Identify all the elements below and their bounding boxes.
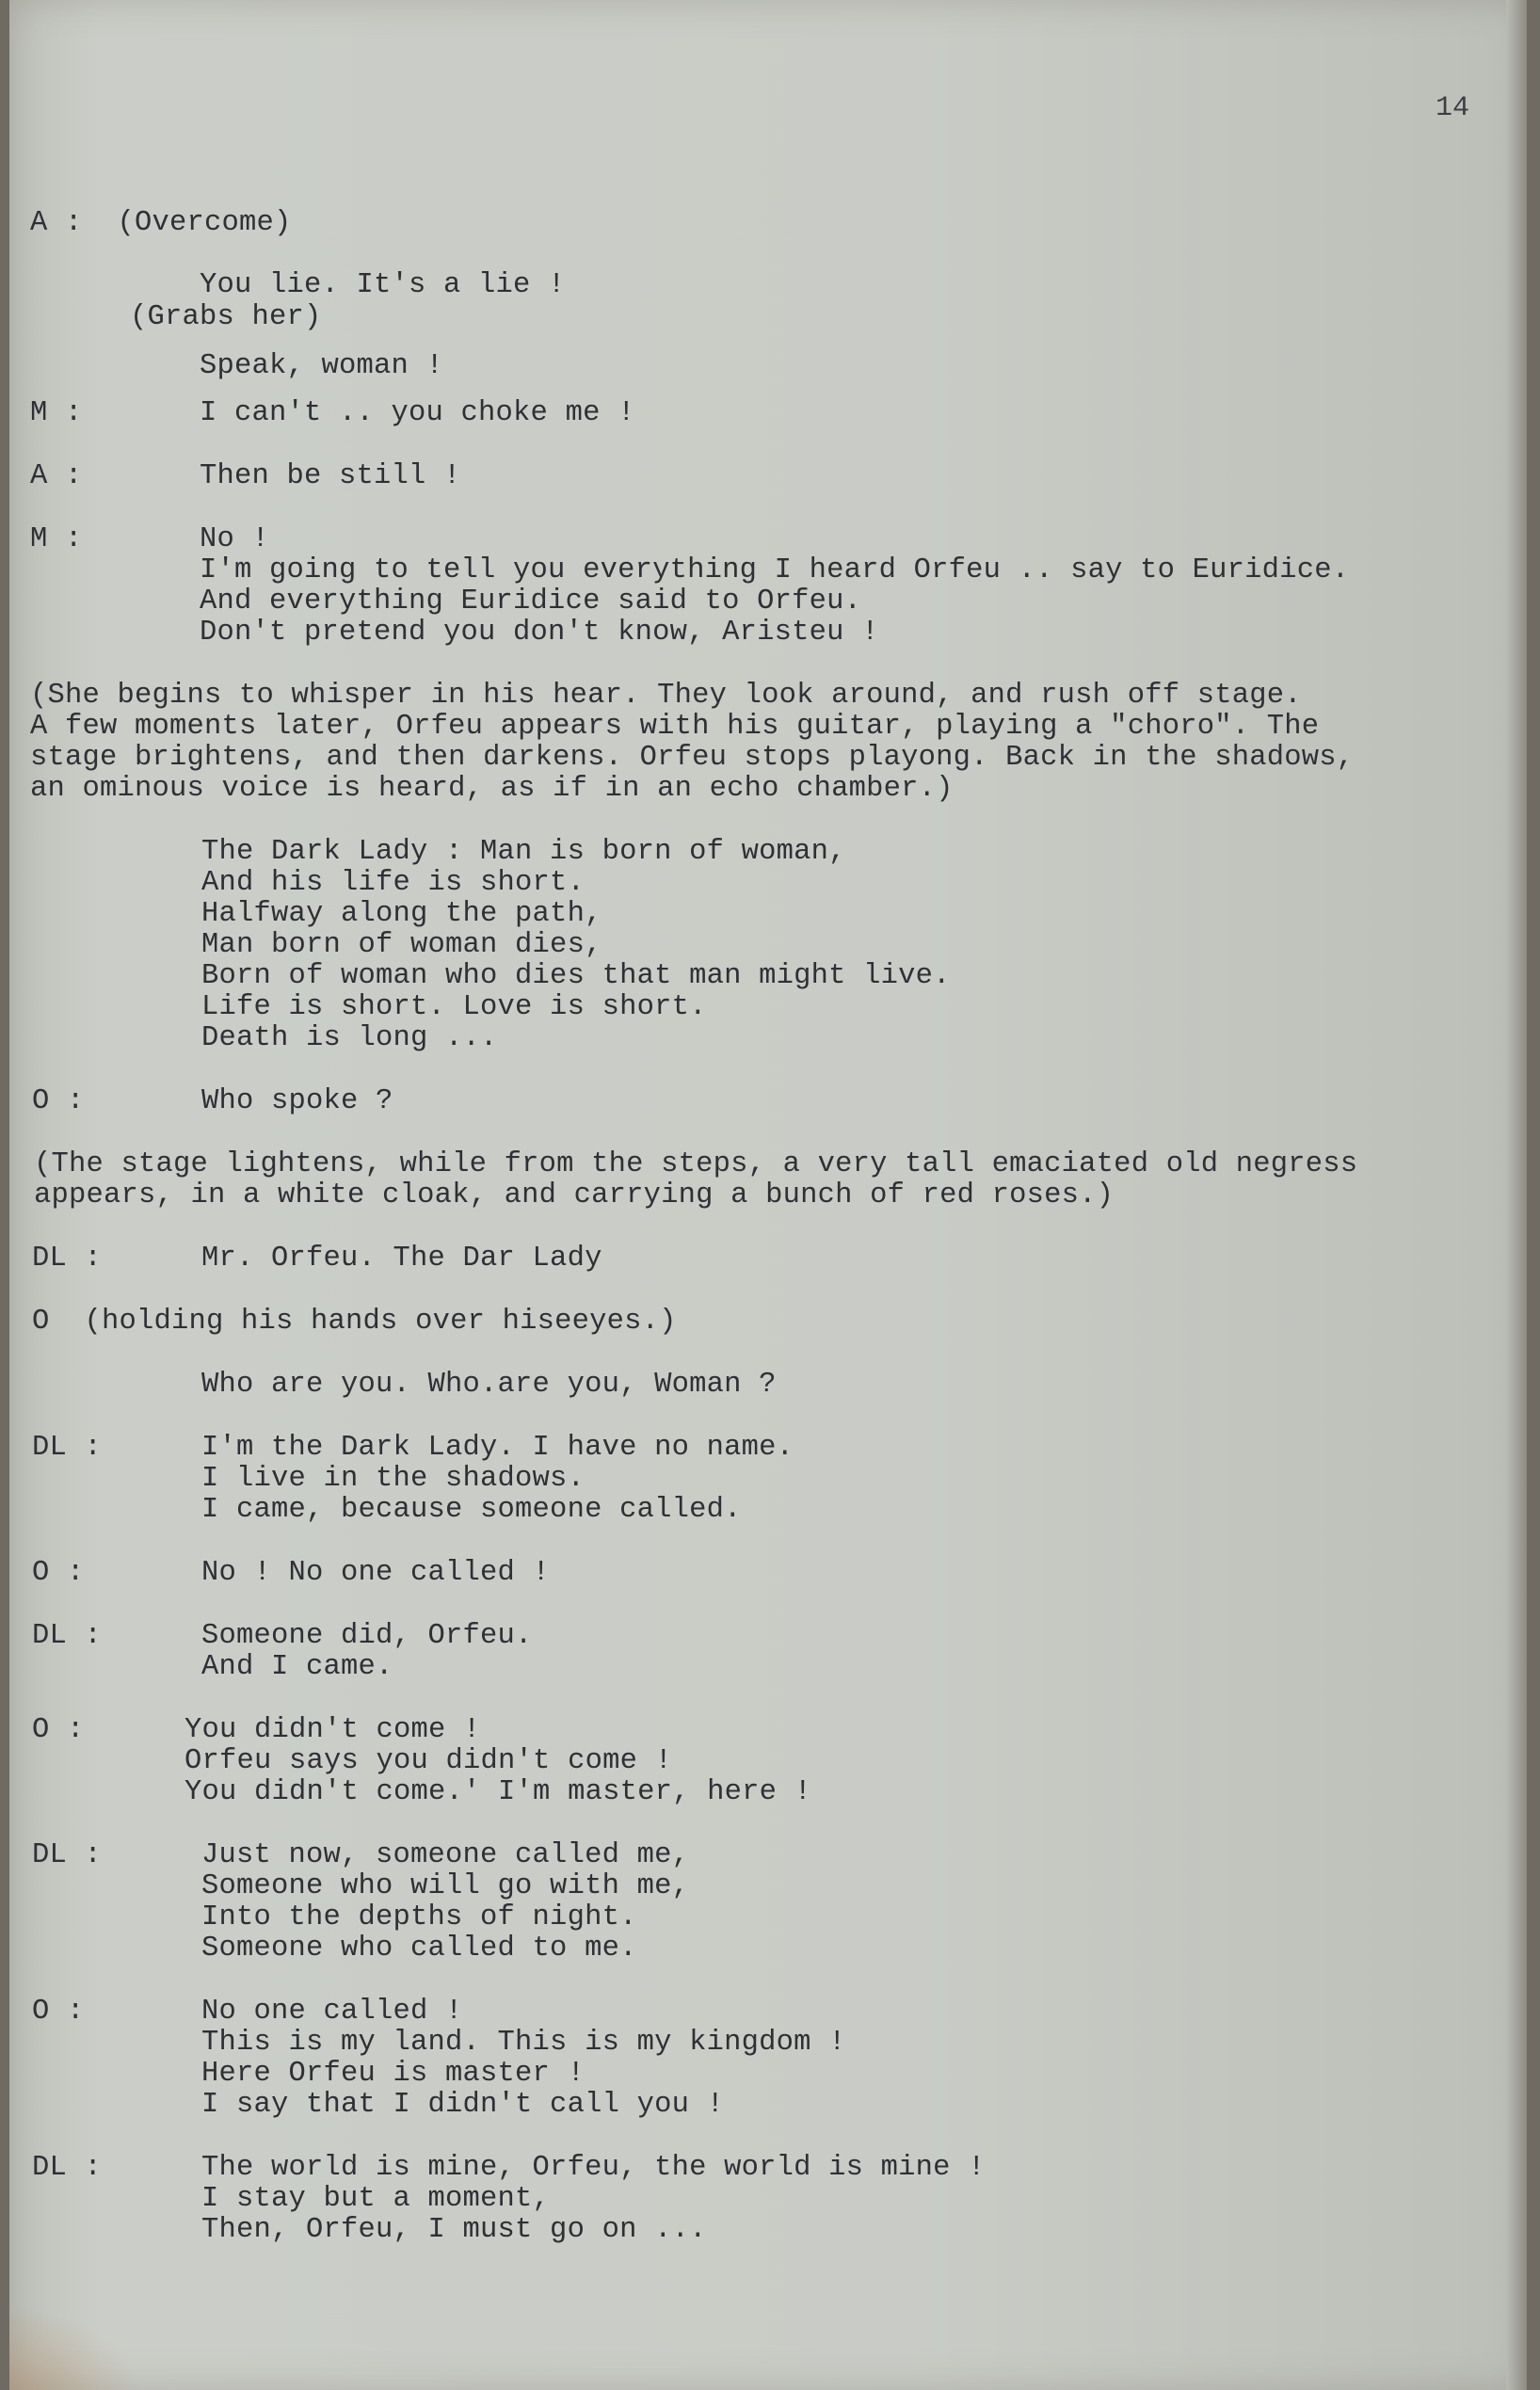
speaker-cue: A : <box>30 460 83 492</box>
script-line: And I came. <box>201 1651 393 1683</box>
script-line: You didn't come.' I'm master, here ! <box>184 1776 812 1808</box>
script-line: Who spoke ? <box>201 1085 393 1117</box>
script-line: Into the depths of night. <box>201 1901 637 1933</box>
script-line: I'm going to tell you everything I heard Orfeu .. say to Euridice. <box>200 554 1350 586</box>
script-line: appears, in a white cloak, and carrying a bunch of red roses.) <box>34 1179 1115 1211</box>
speaker-cue: DL : <box>32 1432 103 1464</box>
script-line: Someone who called to me. <box>201 1933 637 1965</box>
speaker-cue: DL : <box>32 1243 103 1275</box>
script-line: I live in the shadows. <box>201 1463 586 1495</box>
script-line: Speak, woman ! <box>200 350 444 382</box>
script-line: Don't pretend you don't know, Aristeu ! <box>200 617 879 649</box>
script-line: (Grabs her) <box>130 301 322 333</box>
script-line: I came, because someone called. <box>201 1494 742 1526</box>
script-line: stage brightens, and then darkens. Orfeu stops playong. Back in the shadows, <box>30 742 1355 774</box>
script-line: Death is long ... <box>201 1022 498 1054</box>
script-line: The Dark Lady : Man is born of woman, <box>201 836 846 868</box>
page-number: 14 <box>1436 92 1470 124</box>
script-line: And his life is short. <box>201 867 586 899</box>
script-line: Then, Orfeu, I must go on ... <box>201 2214 707 2246</box>
script-line: I'm the Dark Lady. I have no name. <box>201 1432 794 1464</box>
script-line: Here Orfeu is master ! <box>201 2058 586 2090</box>
script-line: Then be still ! <box>200 460 461 492</box>
script-line: Someone did, Orfeu. <box>201 1620 533 1652</box>
speaker-cue: O : <box>32 1557 85 1589</box>
script-line: Halfway along the path, <box>201 898 602 930</box>
script-line: Man born of woman dies, <box>201 929 602 961</box>
paper-edge <box>1506 0 1527 2390</box>
script-line: No ! <box>200 523 270 555</box>
script-line: I can't .. you choke me ! <box>200 397 635 429</box>
script-line: Mr. Orfeu. The Dar Lady <box>201 1243 602 1275</box>
speaker-cue: DL : <box>32 1839 103 1871</box>
script-line: Life is short. Love is short. <box>201 991 707 1023</box>
script-line: I say that I didn't call you ! <box>201 2089 725 2121</box>
script-line: A : (Overcome) <box>30 207 292 239</box>
script-line: The world is mine, Orfeu, the world is mine ! <box>201 2152 986 2184</box>
script-line: (She begins to whisper in his hear. They look around, and rush off stage. <box>30 680 1302 712</box>
script-line: You didn't come ! <box>184 1714 481 1746</box>
script-line: Who are you. Who.are you, Woman ? <box>201 1369 777 1401</box>
script-line: This is my land. This is my kingdom ! <box>201 2027 846 2059</box>
speaker-cue: O : <box>32 1996 85 2028</box>
speaker-cue: M : <box>30 523 83 555</box>
script-line: Orfeu says you didn't come ! <box>184 1745 673 1777</box>
speaker-cue: DL : <box>32 1620 103 1652</box>
script-line: an ominous voice is heard, as if in an echo chamber.) <box>30 773 954 805</box>
speaker-cue: O : <box>32 1085 85 1117</box>
speaker-cue: DL : <box>32 2152 103 2184</box>
script-line: (The stage lightens, while from the steps, a very tall emaciated old negress <box>34 1148 1358 1180</box>
script-line: A few moments later, Orfeu appears with his guitar, playing a "choro". The <box>30 711 1320 743</box>
script-line: Someone who will go with me, <box>201 1870 690 1902</box>
paper-stain <box>9 2305 141 2390</box>
script-line: I stay but a moment, <box>201 2183 551 2215</box>
script-line: Just now, someone called me, <box>201 1839 690 1871</box>
speaker-cue: M : <box>30 397 83 429</box>
script-line: And everything Euridice said to Orfeu. <box>200 585 862 618</box>
speaker-cue: O : <box>32 1714 85 1746</box>
script-line: Born of woman who dies that man might live. <box>201 960 951 992</box>
script-line: O (holding his hands over hiseeyes.) <box>32 1306 677 1338</box>
script-line: No one called ! <box>201 1996 463 2028</box>
script-line: No ! No one called ! <box>201 1557 551 1589</box>
script-line: You lie. It's a lie ! <box>200 269 566 301</box>
